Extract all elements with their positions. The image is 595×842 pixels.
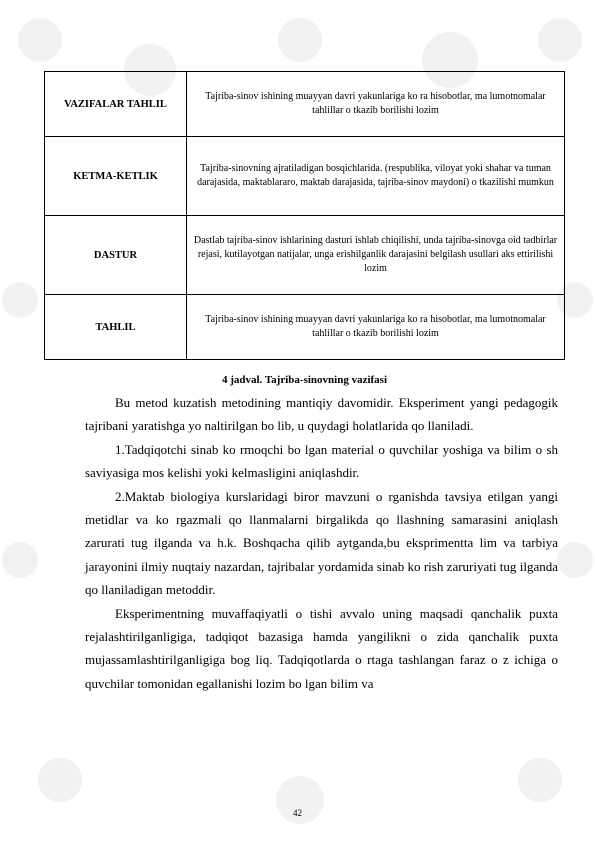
row-label: DASTUR [45,216,187,295]
row-label: VAZIFALAR TAHLIL [45,72,187,137]
row-label: KETMA-KETLIK [45,137,187,216]
table-row [45,72,565,137]
paragraph: 2.Maktab biologiya kurslaridagi biror mavzuni o rganishda tavsiya etilgan yangi metidlar va ko rgazmali qo llanmalarni birgalikda qo llashning samarasini aniqlash zarurati tug ilganda va h.k. Boshqacha qilib aytganda,bu eksprimenttа lim va tarbiya jarayonini ilmiy nuqtaiy nazardan, tajribalar yordamida sinab ko rish zaruriyati tug ilganda qo llaniladigan metoddir. [85,488,558,598]
row-description: Tajriba-sinov ishining muayyan davri yakunlariga ko ra hisobotlar, ma lumotnomalar tahlillar o tkazib borilishi lozim [187,72,565,137]
row-description: Tajriba-sinovning ajratiladigan bosqichlarida. (respublika, viloyat yoki shahar va tuman darajasida, maktablararo, maktab darajasida, tajriba-sinov maydoni) o tkazilishi mumkun [187,137,565,216]
tasks-table [44,71,565,360]
row-description: Dastlab tajriba-sinov ishlarining dasturi ishlab chiqilishi, unda tajriba-sinovga oid tadbirlar rejasi, kutilayotgan natijalar, unga erishilganlik darajasini belgilash usullari aks ettirilishi lozim [187,216,565,295]
paragraph: Bu metod kuzatish metodining mantiqiy davomidir. Eksperiment yangi pedagogik tajribani yaratishga yo naltirilgan bo lib, u quydagi holatlarida qo llaniladi. [85,395,558,434]
table-row [45,216,565,295]
row-description: Tajriba-sinov ishining muayyan davri yakunlariga ko ra hisobotlar, ma lumotnomalar tahlillar o tkazib borilishi lozim [187,295,565,360]
table-row [45,137,565,216]
table-caption: 4 jadval. Tajriba-sinovning vazifasi [221,374,388,386]
page-number: 42 [293,808,302,818]
body-text [85,391,558,695]
table-row [45,295,565,360]
paragraph: 1.Tadqiqotchi sinab ko rmoqchi bo lgan material o quvchilar yoshiga va bilim o sh saviyasiga mos kelishi yoki kelmasligini aniqlashdir. [85,441,558,481]
row-label: TAHLIL [45,295,187,360]
paragraph: Eksperimentning muvaffaqiyatli o tishi avvalo uning maqsadi qanchalik puxta rejalashtirilganligiga, tadqiqot bazasiga hamda yangilikni o zida qanchalik puxta mujassamlashtirilganligiga bog liq. Tadqiqotlarda o rtaga tashlangan faraz o z ichiga o quvchilar tomonidan egallanishi lozim bo lgan bilim va [85,605,558,691]
